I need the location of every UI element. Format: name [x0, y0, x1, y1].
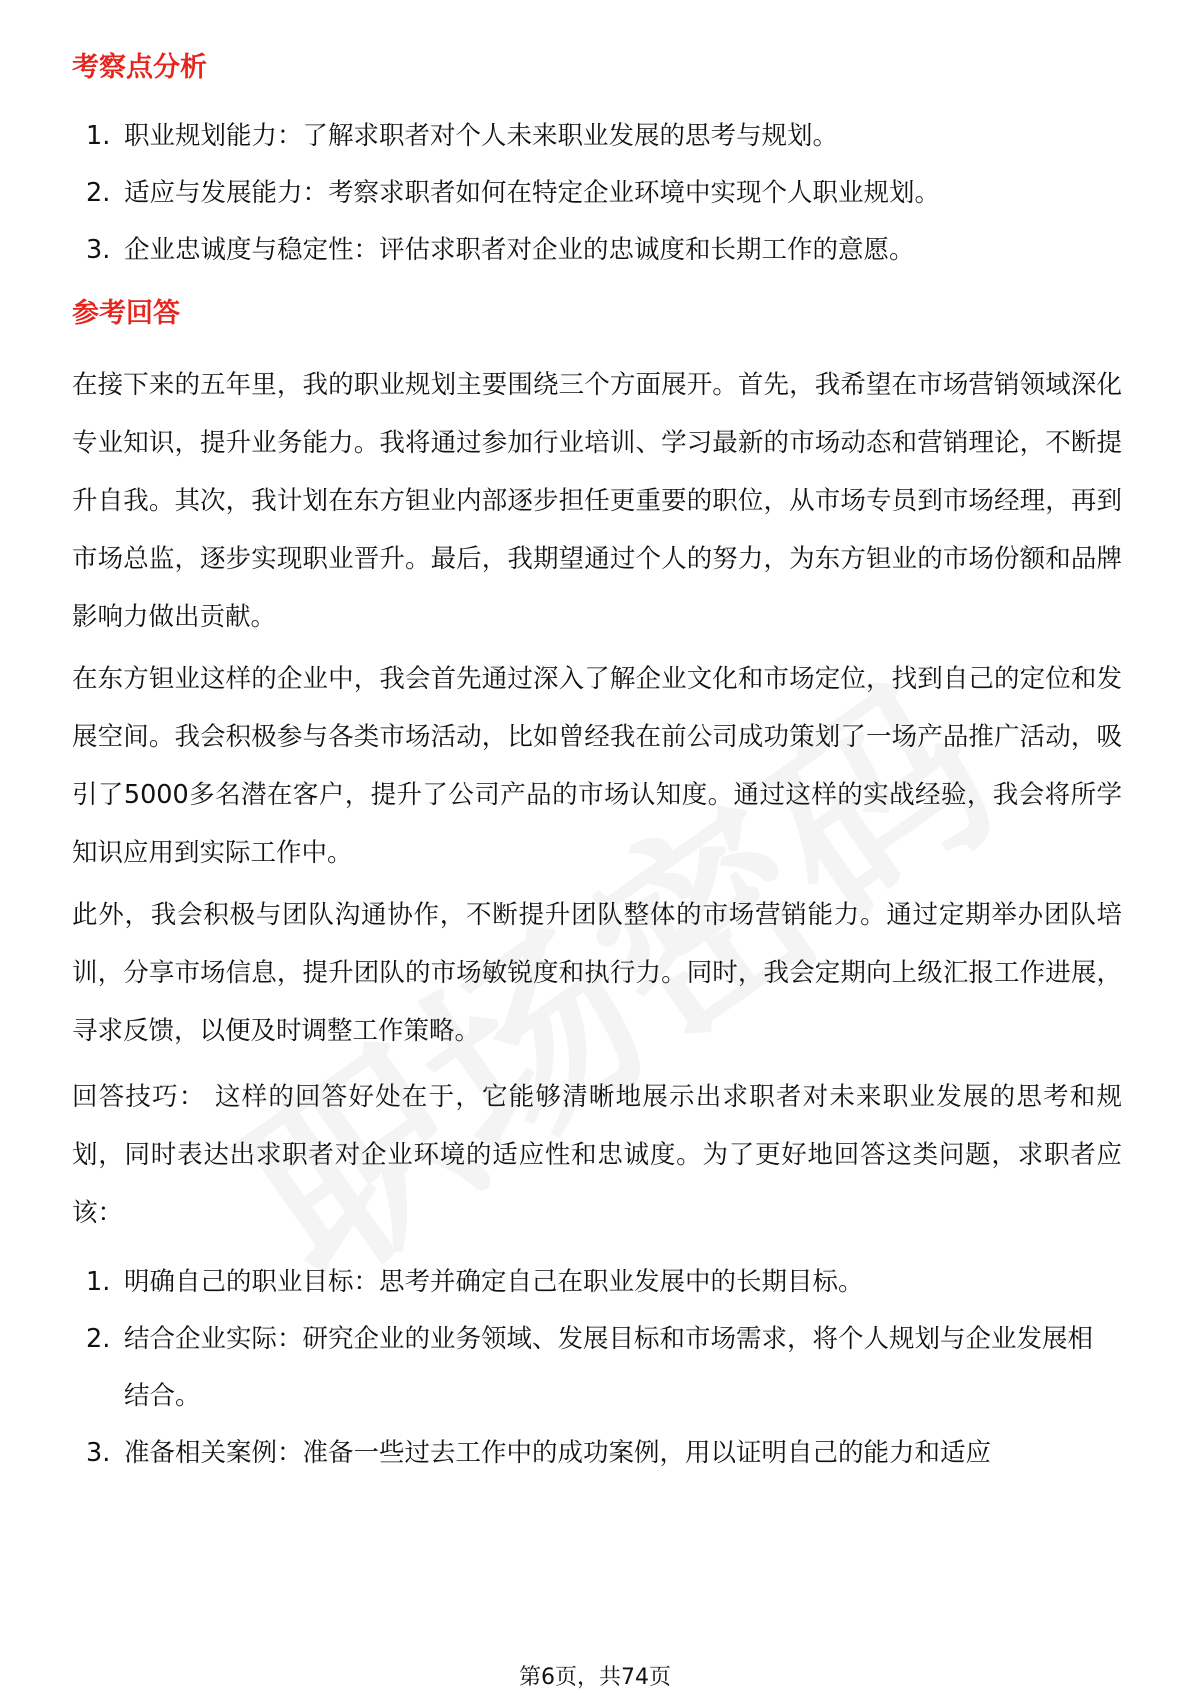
- list-item-text: 准备相关案例：准备一些过去工作中的成功案例，用以证明自己的能力和适应: [124, 1438, 992, 1468]
- list-item-number: 2.: [86, 1324, 111, 1354]
- list-item-number: 1.: [86, 121, 111, 151]
- list-item: [0, 222, 1190, 279]
- page-footer: 第6页，共74页: [519, 1665, 671, 1690]
- list-item: [0, 1311, 1190, 1425]
- list-item: [0, 165, 1190, 222]
- list-item-number: 2.: [86, 178, 111, 208]
- list-item-text: 明确自己的职业目标：思考并确定自己在职业发展中的长期目标。: [124, 1267, 864, 1297]
- answer-paragraph-2: 在东方钽业这样的企业中，我会首先通过深入了解企业文化和市场定位，找到自己的定位和发展空间。我会积极参与各类市场活动，比如曾经我在前公司成功策划了一场产品推广活动，吸引了5000多名潜在客户，提升了公司产品的市场认知度。通过这样的实战经验，我会将所学知识应用到实际工作中。: [72, 664, 1122, 868]
- list-item-number: 1.: [86, 1267, 111, 1297]
- list-item-text: 适应与发展能力：考察求职者如何在特定企业环境中实现个人职业规划。: [124, 178, 941, 208]
- list-item-text: 结合企业实际：研究企业的业务领域、发展目标和市场需求，将个人规划与企业发展相结合。: [124, 1324, 1094, 1411]
- list-item: [0, 108, 1190, 165]
- list-item-text: 职业规划能力：了解求职者对个人未来职业发展的思考与规划。: [124, 121, 839, 151]
- list-item: [0, 1254, 1190, 1311]
- list-item-text: 企业忠诚度与稳定性：评估求职者对企业的忠诚度和长期工作的意愿。: [124, 235, 915, 265]
- answer-tips-intro: 回答技巧： 这样的回答好处在于，它能够清晰地展示出求职者对未来职业发展的思考和规划，同时表达出求职者对企业环境的适应性和忠诚度。为了更好地回答这类问题，求职者应该：: [72, 1082, 1122, 1228]
- tips-list: [0, 1254, 1190, 1482]
- list-item-number: 3.: [86, 235, 111, 265]
- list-item-number: 3.: [86, 1438, 111, 1468]
- section-heading-analysis: 考察点分析: [72, 52, 207, 83]
- answer-paragraph-3: 此外，我会积极与团队沟通协作，不断提升团队整体的市场营销能力。通过定期举办团队培训，分享市场信息，提升团队的市场敏锐度和执行力。同时，我会定期向上级汇报工作进展，寻求反馈，以便及时调整工作策略。: [72, 900, 1122, 1046]
- list-item: [0, 1425, 1190, 1482]
- analysis-list: [0, 108, 1190, 279]
- answer-paragraph-1: 在接下来的五年里，我的职业规划主要围绕三个方面展开。首先，我希望在市场营销领域深化专业知识，提升业务能力。我将通过参加行业培训、学习最新的市场动态和营销理论，不断提升自我。其次，我计划在东方钽业内部逐步担任更重要的职位，从市场专员到市场经理，再到市场总监，逐步实现职业晋升。最后，我期望通过个人的努力，为东方钽业的市场份额和品牌影响力做出贡献。: [72, 370, 1122, 632]
- section-heading-answer: 参考回答: [72, 298, 180, 329]
